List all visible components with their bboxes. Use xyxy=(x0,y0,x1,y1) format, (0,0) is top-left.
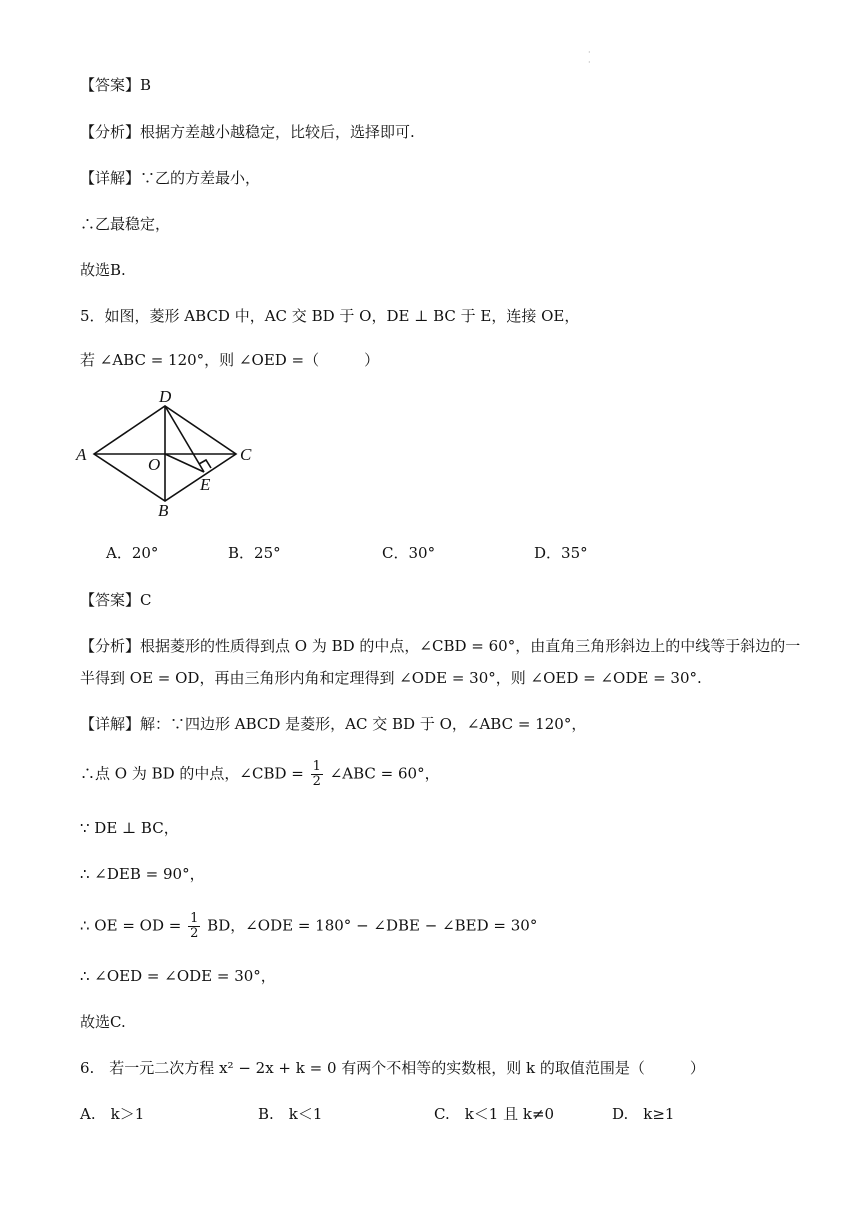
q5-analysis-line2: 半得到 OE = OD，再由三角形内角和定理得到 ∠ODE = 30°，则 ∠OED = ∠ODE = 30°. xyxy=(80,669,702,687)
q5-detail-line4: ∴ ∠DEB = 90°， xyxy=(80,865,205,883)
q5-detail5-suffix: BD，∠ODE = 180° − ∠DBE − ∠BED = 30° xyxy=(207,916,538,935)
q5-conclusion: 故选C. xyxy=(80,1013,126,1031)
q5-option-d: D．35° xyxy=(534,544,588,562)
fraction-numerator: 1 xyxy=(190,911,199,926)
fraction-one-half xyxy=(188,912,200,941)
q5-detail-line6: ∴ ∠OED = ∠ODE = 30°， xyxy=(80,967,276,985)
fraction-numerator: 1 xyxy=(312,759,321,774)
q5-option-a: A．20° xyxy=(106,544,159,562)
q4-answer: 【答案】B xyxy=(80,76,152,94)
corner-mark: · · xyxy=(588,48,591,67)
fraction-denominator: 2 xyxy=(312,774,321,789)
q6-option-d: D. k≥1 xyxy=(612,1105,675,1123)
q5-stem-line1: 5．如图，菱形 ABCD 中，AC 交 BD 于 O，DE ⊥ BC 于 E，连接 OE， xyxy=(80,307,580,325)
q5-analysis-line1: 【分析】根据菱形的性质得到点 O 为 BD 的中点，∠CBD = 60°，由直角三角形斜边上的中线等于斜边的一 xyxy=(80,637,801,655)
rhombus-figure xyxy=(72,388,272,524)
q5-detail-line2 xyxy=(80,760,440,789)
label-a: A xyxy=(76,445,87,464)
q5-detail-line1: 【详解】解：∵四边形 ABCD 是菱形，AC 交 BD 于 O，∠ABC = 120°， xyxy=(80,715,587,733)
fraction-one-half xyxy=(311,760,323,789)
fraction-denominator: 2 xyxy=(190,926,199,941)
q5-option-c: C．30° xyxy=(382,544,436,562)
q4-conclusion: 故选B. xyxy=(80,261,126,279)
q5-answer: 【答案】C xyxy=(80,591,152,609)
q4-detail-line1: 【详解】∵乙的方差最小， xyxy=(80,169,261,187)
label-o: O xyxy=(148,455,161,474)
label-c: C xyxy=(240,445,252,464)
q6-option-b: B. k＜1 xyxy=(258,1105,323,1123)
q4-analysis: 【分析】根据方差越小越稳定，比较后，选择即可. xyxy=(80,123,415,141)
label-e: E xyxy=(200,475,211,494)
q6-option-c: C. k＜1 且 k≠0 xyxy=(434,1105,555,1123)
q5-detail2-suffix: ∠ABC = 60°， xyxy=(329,764,440,783)
label-d: D xyxy=(159,388,172,406)
q6-stem: 6. 若一元二次方程 x² − 2x + k = 0 有两个不相等的实数根，则 k 的取值范围是（ ） xyxy=(80,1059,705,1077)
q5-stem-line2: 若 ∠ABC = 120°，则 ∠OED =（ ） xyxy=(80,351,380,369)
q5-option-b: B．25° xyxy=(228,544,281,562)
q6-option-a: A. k＞1 xyxy=(80,1105,145,1123)
segment-de xyxy=(165,406,204,472)
q5-detail-line5 xyxy=(80,912,537,941)
q5-detail-line3: ∵ DE ⊥ BC， xyxy=(80,819,179,837)
label-b: B xyxy=(158,501,169,520)
q5-detail2-prefix: ∴点 O 为 BD 的中点，∠CBD = xyxy=(80,764,304,783)
q4-detail-line2: ∴乙最稳定， xyxy=(80,215,171,233)
q5-detail5-prefix: ∴ OE = OD = xyxy=(80,916,182,935)
